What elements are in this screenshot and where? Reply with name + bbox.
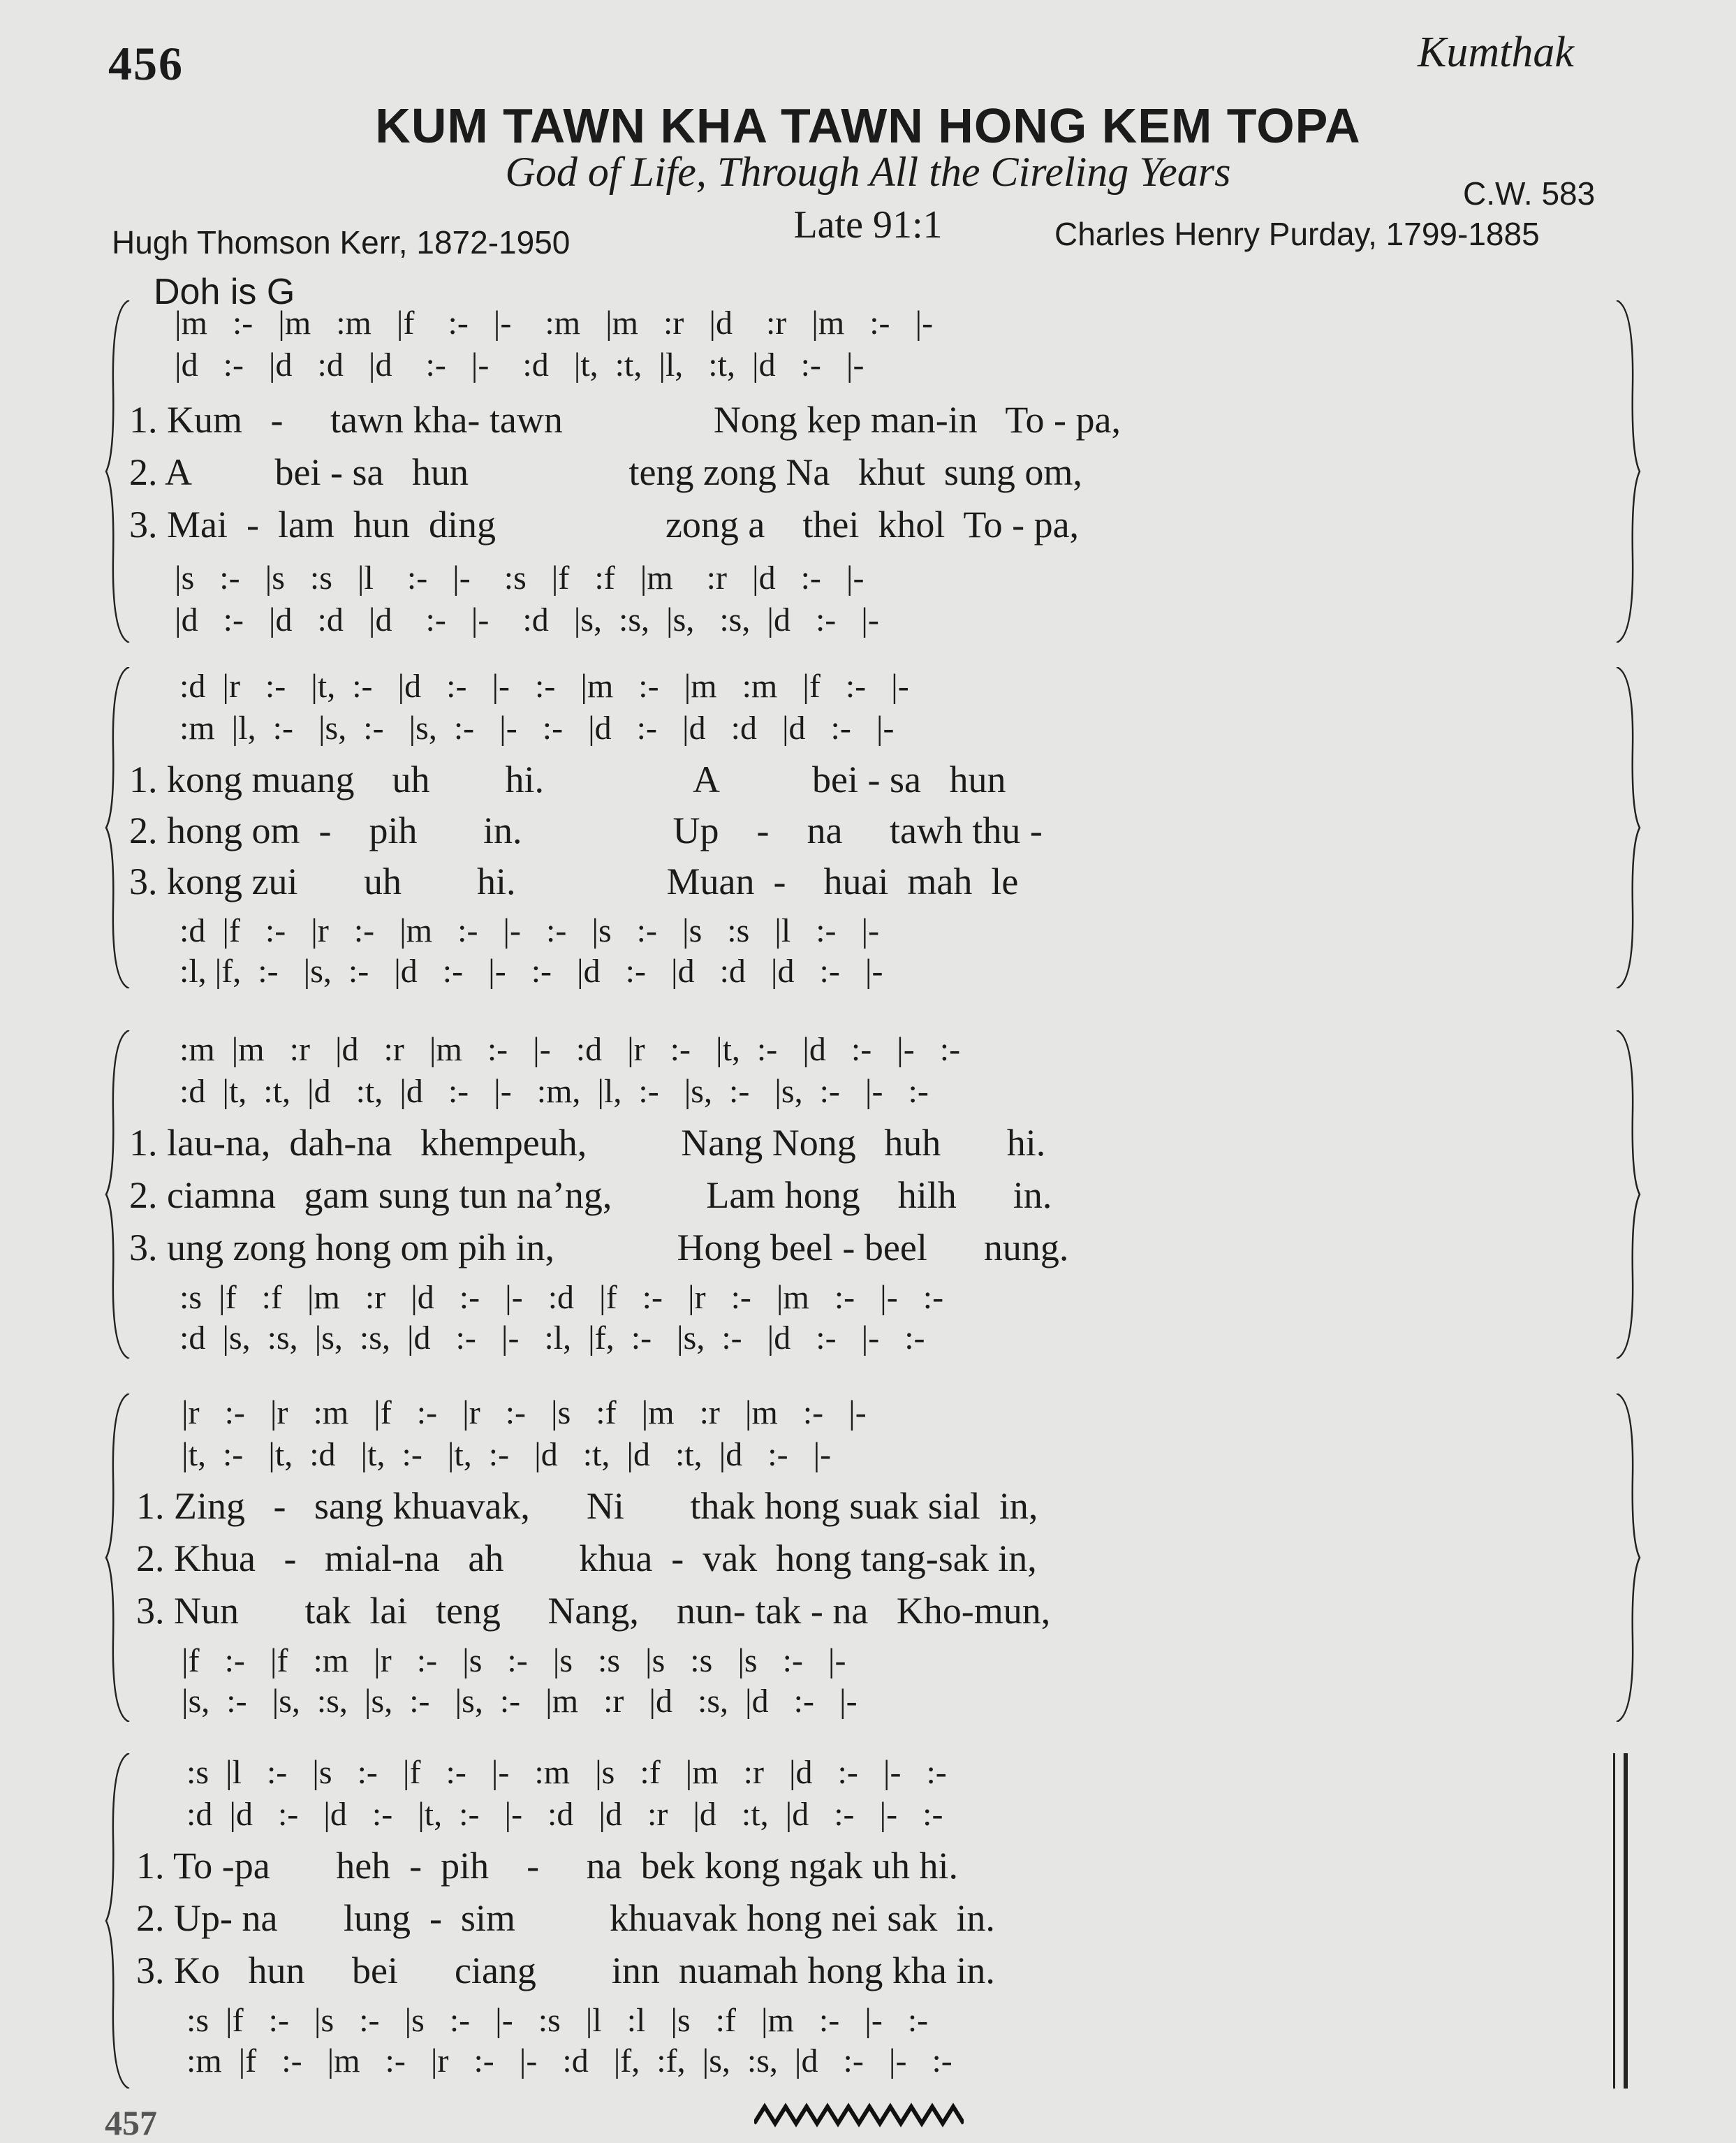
bass-line: |s, :- |s, :s, |s, :- |s, :- |m :r |d :s, |d :- |-	[182, 1683, 858, 1720]
verse-1-line: 1. Kum - tawn kha- tawn Nong kep man-in To - pa,	[129, 399, 1121, 441]
bass-line: :l, |f, :- |s, :- |d :- |- :- |d :- |d :d |d :- |-	[171, 953, 883, 990]
hymn-title: KUM TAWN KHA TAWN HONG KEM TOPA	[375, 98, 1361, 153]
left-brace-icon	[105, 1394, 133, 1722]
bass-line: |d :- |d :d |d :- |- :d |s, :s, |s, :s, |d :- |-	[175, 601, 879, 638]
final-barline	[1613, 1753, 1615, 2089]
final-barline	[1624, 1753, 1628, 2089]
verse-1-line: 1. kong muang uh hi. A bei - sa hun	[129, 759, 1006, 800]
verse-3-line: 3. kong zui uh hi. Muan - huai mah le	[129, 861, 1019, 902]
hymn-author: Hugh Thomson Kerr, 1872-1950	[112, 224, 571, 261]
soprano-line: |m :- |m :m |f :- |- :m |m :r |d :r |m :- |-	[175, 305, 934, 342]
alto-line: :m |l, :- |s, :- |s, :- |- :- |d :- |d :d |d :- |-	[171, 710, 895, 747]
alto-line: :d |d :- |d :- |t, :- |- :d |d :r |d :t, |d :- |- :-	[178, 1796, 943, 1833]
tenor-line: |f :- |f :m |r :- |s :- |s :s |s :s |s :- |-	[182, 1642, 846, 1679]
bass-line: :m |f :- |m :- |r :- |- :d |f, :f, |s, :s, |d :- |- :-	[178, 2042, 952, 2079]
alto-line: |d :- |d :d |d :- |- :d |t, :t, |l, :t, |d :- |-	[175, 346, 865, 383]
hymn-composer: Charles Henry Purday, 1799-1885	[1054, 216, 1540, 252]
music-system-4	[105, 1394, 1641, 1722]
music-system-2	[105, 667, 1641, 988]
left-brace-icon	[105, 667, 133, 988]
right-brace-icon	[1613, 1394, 1641, 1722]
left-brace-icon	[105, 1030, 133, 1359]
music-system-3	[105, 1030, 1641, 1359]
verse-3-line: 3. Ko hun bei ciang inn nuamah hong kha in.	[136, 1950, 995, 1991]
tenor-line: :s |f :f |m :r |d :- |- :d |f :- |r :- |m :- |- :-	[171, 1279, 944, 1316]
soprano-line: |r :- |r :m |f :- |r :- |s :f |m :r |m :- |-	[182, 1394, 867, 1431]
music-system-5	[105, 1753, 1641, 2089]
right-brace-icon	[1613, 667, 1641, 988]
bass-line: :d |s, :s, |s, :s, |d :- |- :l, |f, :- |s, :- |d :- |- :-	[171, 1319, 925, 1356]
alto-line: :d |t, :t, |d :t, |d :- |- :m, |l, :- |s, :- |s, :- |- :-	[171, 1073, 929, 1110]
left-brace-icon	[105, 1753, 133, 2089]
hymn-subtitle: God of Life, Through All the Cireling Years	[505, 149, 1231, 195]
tune-reference: Late 91:1	[793, 203, 943, 247]
left-brace-icon	[105, 300, 133, 643]
soprano-line: :s |l :- |s :- |f :- |- :m |s :f |m :r |d :- |- :-	[178, 1754, 947, 1791]
verse-3-line: 3. ung zong hong om pih in, Hong beel - beel nung.	[129, 1227, 1069, 1268]
verse-2-line: 2. Up- na lung - sim khuavak hong nei sak in.	[136, 1897, 995, 1939]
verse-2-line: 2. Khua - mial-na ah khua - vak hong tang-sak in,	[136, 1537, 1037, 1579]
right-brace-icon	[1613, 1030, 1641, 1359]
verse-1-line: 1. To -pa heh - pih - na bek kong ngak uh hi.	[136, 1845, 959, 1887]
next-page-number: 457	[105, 2103, 157, 2142]
right-brace-icon	[1613, 300, 1641, 643]
verse-1-line: 1. Zing - sang khuavak, Ni thak hong suak sial in,	[136, 1485, 1038, 1527]
verse-2-line: 2. hong om - pih in. Up - na tawh thu -	[129, 810, 1043, 851]
key-signature: Doh is G	[154, 272, 295, 312]
soprano-line: :m |m :r |d :r |m :- |- :d |r :- |t, :- |d :- |- :-	[171, 1031, 961, 1068]
soprano-line: :d |r :- |t, :- |d :- |- :- |m :- |m :m |f :- |-	[171, 668, 909, 705]
tenor-line: |s :- |s :s |l :- |- :s |f :f |m :r |d :- |-	[175, 559, 865, 597]
verse-2-line: 2. A bei - sa hun teng zong Na khut sung om,	[129, 451, 1082, 493]
verse-3-line: 3. Nun tak lai teng Nang, nun- tak - na Kho-mun,	[136, 1590, 1051, 1632]
verse-1-line: 1. lau-na, dah-na khempeuh, Nang Nong huh hi.	[129, 1122, 1046, 1164]
alto-line: |t, :- |t, :d |t, :- |t, :- |d :t, |d :t, |d :- |-	[182, 1436, 832, 1473]
verse-2-line: 2. ciamna gam sung tun na’ng, Lam hong hilh in.	[129, 1174, 1052, 1216]
ornament-icon	[754, 2102, 964, 2128]
section-title: Kumthak	[1418, 29, 1574, 76]
page-number: 456	[108, 37, 184, 90]
tenor-line: :s |f :- |s :- |s :- |- :s |l :l |s :f |m :- |- :-	[178, 2002, 929, 2039]
verse-3-line: 3. Mai - lam hun ding zong a thei khol To - pa,	[129, 504, 1080, 546]
tenor-line: :d |f :- |r :- |m :- |- :- |s :- |s :s |l :- |-	[171, 912, 880, 949]
hymn-reference: C.W. 583	[1463, 175, 1596, 212]
music-system-1	[105, 300, 1641, 643]
